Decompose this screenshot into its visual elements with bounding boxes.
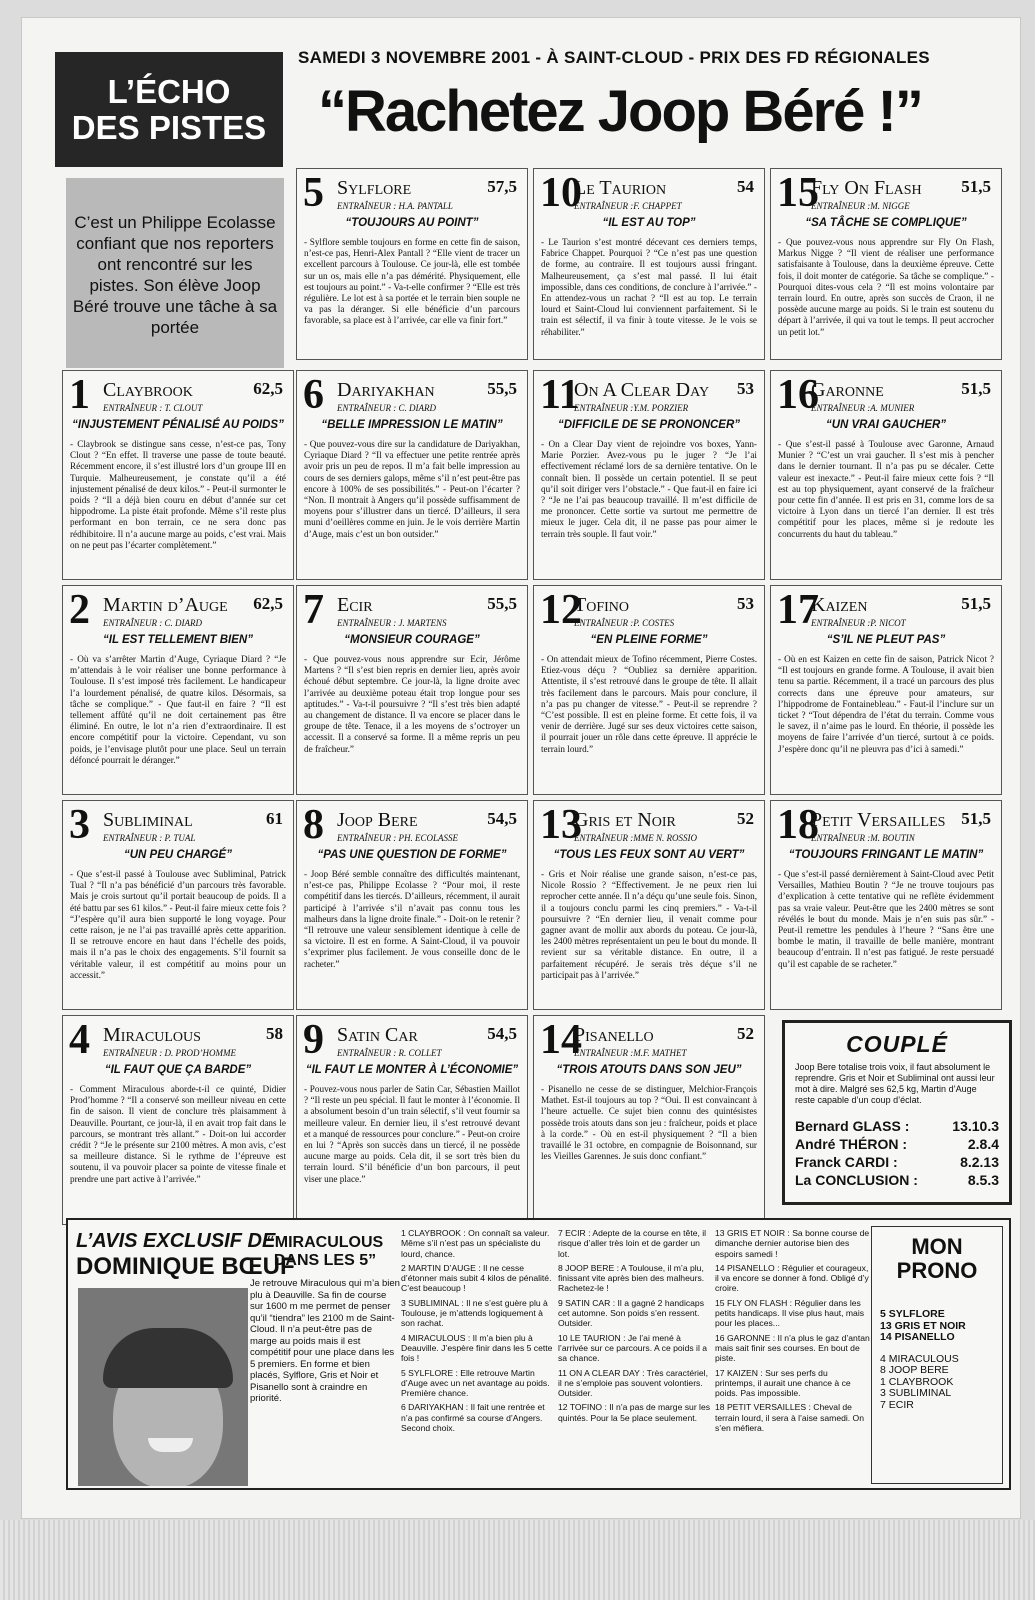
horse-number: 14	[540, 1017, 582, 1063]
mon-prono-box	[871, 1226, 1003, 1484]
avis-comment: 15 FLY ON FLASH : Régulier dans les petits handicaps. Il vise plus haut, mais pour les places...	[715, 1297, 865, 1329]
prono-pick: 7 ECIR	[880, 1398, 914, 1411]
horse-weight: 54,5	[487, 1024, 517, 1043]
prono-pick: 4 MIRACULOUS	[880, 1352, 959, 1365]
horse-trainer: ENTRAÎNEUR : H.A. PANTALL	[337, 201, 453, 211]
horse-number: 12	[540, 587, 582, 633]
horse-name: Tofino	[574, 594, 629, 616]
horse-card	[533, 800, 765, 1010]
horse-quote: “PAS UNE QUESTION DE FORME”	[317, 849, 507, 861]
avis-title-line-1: L’AVIS EXCLUSIF DE	[76, 1230, 276, 1252]
horse-name: Ecir	[337, 594, 373, 616]
horse-card	[533, 1015, 765, 1225]
intro-box: C’est un Philippe Ecolasse confiant que nos reporters ont rencontré sur les pistes. Son élève Joop Béré trouve une tâche à sa portée	[66, 178, 284, 368]
avis-comment: 16 GARONNE : Il n’a plus le gaz d’antan mais sait finir ses courses. En bout de piste.	[715, 1332, 870, 1364]
horse-trainer: ENTRAÎNEUR :F. CHAPPET	[574, 201, 682, 211]
horse-quote: “TOUJOURS AU POINT”	[345, 217, 479, 229]
horse-interview: - Claybrook se distingue sans cesse, n’est-ce pas, Tony Clout ? “En effet. Il traverse une passe de toute beauté. Récemment encore, il s’est illustré lors d’un groupe III en Turquie. Malheureusement, je constate qu’il a été injustement pénalisé de deux kilos.” - Peut-il surmonter le poids ? “Il a déjà bien couru en début d’année sur cet hippodrome. La piste était profonde. Même s’il reste plus performant en bon terrain, ce ne sera donc pas rédhibitoire. Il n’a aucune marge au poids, c’est vrai. Mais on ne peut pas l’écarter complètement.”	[70, 439, 286, 550]
horse-weight: 51,5	[961, 594, 991, 613]
avis-comments-col-1	[401, 1228, 556, 1437]
avis-comment: 13 GRIS ET NOIR : Sa bonne course de dimanche dernier autorise bien des espoirs samedi !	[715, 1228, 870, 1259]
horse-number: 6	[303, 372, 324, 418]
horse-card	[296, 800, 528, 1010]
avis-comment: 14 PISANELLO : Régulier et courageux, il va encore se donner à fond. Obligé d’y croire.	[715, 1262, 869, 1294]
avis-comment: 6 DARIYAKHAN : Il fait une rentrée et n’a pas confirmé sa course d’Angers. Second choix.	[401, 1402, 545, 1434]
horse-number: 7	[303, 587, 324, 633]
horse-quote: “MONSIEUR COURAGE”	[344, 634, 480, 646]
background-scan-area	[0, 1520, 1035, 1600]
horse-name: On A Clear Day	[574, 379, 710, 401]
horse-weight: 55,5	[487, 379, 517, 398]
horse-interview: - Le Taurion s’est montré décevant ces derniers temps, Fabrice Chappet. Pourquoi ? “Ce n’est pas une question de forme, au contraire. Il est toujours aussi fringant. Malheureusement, ça s’est mal passé. Il lui était impossible, dans ces conditions, de conclure à l’arrivée.” - En attendez-vous un rachat ? “Il est au top. Le terrain lourd et Saint-Cloud lui conviennent parfaitement. Si le train est sélectif, il va finir à toute vitesse. Je le vois se réhabiliter.”	[541, 237, 757, 337]
horse-name: Martin d’Auge	[103, 594, 228, 616]
horse-card	[62, 1015, 294, 1225]
prono-top-pick: 5 SYLFLORE	[880, 1308, 945, 1320]
avis-comments-col-2	[558, 1228, 713, 1427]
page-date-line: SAMEDI 3 NOVEMBRE 2001 - À SAINT-CLOUD - PRIX DES FD RÉGIONALES	[298, 48, 930, 67]
horse-weight: 52	[737, 809, 754, 828]
horse-name: Kaizen	[811, 594, 868, 616]
jockey-photo	[78, 1288, 248, 1486]
horse-name: Joop Bere	[337, 809, 418, 831]
couple-row	[795, 1172, 999, 1188]
avis-comment: 18 PETIT VERSAILLES : Cheval de terrain lourd, il sera à l’aise samedi. On s’en méfiera.	[715, 1402, 865, 1434]
horse-quote: “BELLE IMPRESSION LE MATIN”	[321, 419, 503, 431]
horse-name: Petit Versailles	[811, 809, 946, 831]
horse-weight: 51,5	[961, 177, 991, 196]
avis-comment: 4 MIRACULOUS : Il m’a bien plu à Deauville. J’espère finir dans les 5 cette fois !	[401, 1332, 553, 1364]
horse-trainer: ENTRAÎNEUR : PH. ECOLASSE	[337, 833, 458, 843]
horse-name: Garonne	[811, 379, 884, 401]
horse-number: 15	[777, 170, 819, 216]
horse-quote: “DIFFICILE DE SE PRONONCER”	[557, 419, 741, 431]
horse-trainer: ENTRAÎNEUR : J. MARTENS	[337, 618, 447, 628]
horse-number: 3	[69, 802, 90, 848]
horse-interview: - Sylflore semble toujours en forme en cette fin de saison, n’est-ce pas, Henri-Alex Pantall ? “Elle vient de tracer un excellent parcours à Toulouse. Ce jour-là, elle est tombée sur un os, mais elle n’a pas démérité. Physiquement, elle est toujours au point.” - Va-t-elle confirmer ? “Elle est très régulière. Le lot est à sa portée et le terrain bien souple ne va pas la déranger. Si elle bénéficie d’un parcours favorable, sa place est à l’arrivée, car elle va finir fort.”	[304, 237, 520, 326]
couple-row-name: Bernard GLASS :	[795, 1118, 910, 1134]
avis-comment: 7 ECIR : Adepte de la course en tête, il risque d’aller très loin et de garder un lot.	[558, 1228, 707, 1259]
horse-interview: - Comment Miraculous aborde-t-il ce quinté, Didier Prod’homme ? “Il a conservé son meilleur niveau en cette fin de saison. Il vient de conclure très plaisamment à Deauville. Pourtant, ce jour-là, il en avait trop fait dans le parcours, se montrant très allant.” - Doit-on lui accorder crédit ? “Je le présente sur 2100 mètres. A mon avis, c’est sa meilleure distance. Si le rythme de l’épreuve est soutenu, il va pouvoir placer sa pointe de vitesse finale et prendre une part active à l’arrivée.”	[70, 1084, 286, 1184]
prono-pick: 3 SUBLIMINAL	[880, 1387, 952, 1399]
horse-quote: “UN VRAI GAUCHER”	[825, 419, 947, 431]
horse-name: Subliminal	[103, 809, 193, 831]
horse-weight: 52	[737, 1024, 754, 1043]
avis-comment: 2 MARTIN D’AUGE : Il ne cesse d’étonner mais subit 4 kilos de pénalité. C’est beaucoup !	[401, 1262, 552, 1294]
horse-name: Pisanello	[574, 1024, 654, 1046]
avis-quote-text: Je retrouve Miraculous qui m’a bien plu à Deauville. Sa fin de course sur 1600 m me permet de penser qu’il “tiendra” les 2100 m de Saint-Cloud. Il n’a peut-être pas de marge au poids mais il est compétitif pour une place dans les 5 premiers. En forme et bien placés, Sylflore, Gris et Noir et Pisanello sont à craindre en priorité.	[250, 1278, 400, 1404]
horse-card	[296, 1015, 528, 1225]
avis-title-line-2: DOMINIQUE BŒUF	[76, 1253, 295, 1280]
horse-card	[533, 370, 765, 580]
horse-weight: 58	[266, 1024, 283, 1043]
jockey-smile	[148, 1438, 193, 1452]
prono-title-line-2: PRONO	[896, 1258, 978, 1283]
horse-trainer: ENTRAÎNEUR :M. NIGGE	[811, 201, 910, 211]
horse-card	[770, 370, 1002, 580]
horse-number: 1	[69, 372, 90, 418]
horse-card	[62, 370, 294, 580]
horse-name: Miraculous	[103, 1024, 201, 1046]
horse-quote: “INJUSTEMENT PÉNALISÉ AU POIDS”	[72, 419, 284, 431]
logo-line-1: L’ÉCHO	[107, 73, 231, 110]
prono-title-line-1: MON	[911, 1234, 963, 1259]
horse-trainer: ENTRAÎNEUR : C. DIARD	[337, 403, 436, 413]
horse-card	[62, 585, 294, 795]
horse-trainer: ENTRAÎNEUR :M. BOUTIN	[811, 833, 915, 843]
horse-trainer: ENTRAÎNEUR :A. MUNIER	[811, 403, 915, 413]
horse-weight: 61	[266, 809, 283, 828]
couple-row	[795, 1154, 999, 1170]
horse-weight: 51,5	[961, 379, 991, 398]
couple-row-value: 8.2.13	[960, 1154, 999, 1170]
logo-line-2: DES PISTES	[71, 109, 267, 146]
avis-comment: 3 SUBLIMINAL : Il ne s’est guère plu à Toulouse, je m’attends logiquement à son rachat.	[401, 1297, 548, 1329]
rubric-logo	[55, 52, 283, 167]
horse-number: 17	[777, 587, 819, 633]
horse-trainer: ENTRAÎNEUR :MME N. ROSSIO	[574, 833, 697, 843]
horse-interview: - Où va s’arrêter Martin d’Auge, Cyriaque Diard ? “Je m’attendais à le voir réaliser une bonne performance à Toulouse. Il s’est imposé très facilement. Le handicapeur l’a lourdement pénalisé, de quatre kilos. Désormais, sa tâche se complique.” - Que faut-il en faire ? “Il est tellement affûté qu’il ne doit certainement pas être éliminé. En outre, le lot n’a rien d’extraordinaire. Il est encore compétitif pour la victoire. Cependant, vu son poids, je l’envisage plutôt pour une place. Seul un terrain défoncé pourrait le déranger.”	[70, 654, 286, 765]
horse-card	[296, 585, 528, 795]
horse-quote: “IL FAUT LE MONTER À L’ÉCONOMIE”	[305, 1064, 519, 1076]
horse-interview: - Que s’est-il passé à Toulouse avec Garonne, Arnaud Munier ? “C’est un vrai gaucher. Il s’est mis à pencher dans le dernier tournant. Il n’a pas pu se décaler. Cette valeur est inexacte.” - Peut-il faire mieux cette fois ? “Il est au top physiquement, ayant conservé de la fraîcheur pour cette fin d’année. Il est pris en 31, comme lors de sa victoire à Lyon dans un tiercé l’an dernier. Il est très compétitif pour les places, même si je redoute les concurrents du haut du tableau.”	[778, 439, 994, 539]
prono-top-pick: 13 GRIS ET NOIR	[880, 1319, 966, 1332]
horse-interview: - Que pouvez-vous nous apprendre sur Ecir, Jérôme Martens ? “Il s’est bien repris en dernier lieu, après avoir échoué début septembre. Ce jour-là, la ligne droite avec l’arrivée au deuxième poteau était trop longue pour ses aptitudes.” - Va-t-il poursuivre ? “Il s’est très bien adapté au changement de distance. Il va encore se placer dans le groupe de tête. Tenace, il a les moyens de s’octroyer un accessit. Il a conservé sa forme. Il a même repris un peu de fraîcheur.”	[304, 654, 520, 754]
horse-trainer: ENTRAÎNEUR :M.F. MATHET	[574, 1048, 687, 1058]
horse-trainer: ENTRAÎNEUR : C. DIARD	[103, 618, 202, 628]
avis-comment: 5 SYLFLORE : Elle retrouve Martin d’Auge avec un net avantage au poids. Première chance.	[401, 1367, 550, 1399]
horse-number: 11	[540, 372, 580, 418]
horse-quote: “IL FAUT QUE ÇA BARDE”	[104, 1064, 252, 1076]
horse-card	[770, 800, 1002, 1010]
jockey-cap	[103, 1328, 233, 1388]
avis-exclusif-box	[66, 1218, 1011, 1490]
horse-interview: - Où en est Kaizen en cette fin de saison, Patrick Nicot ? “Il est toujours en grande forme. A Toulouse, il avait bien tenu sa partie. Récemment, il a tracé un parcours des plus corrects dans une épreuve pour amateurs, sur l’hippodrome de Fontainebleau.” - Faut-il l’inclure sur un ticket ? “Tout dépendra de l’état du terrain. Comme vous le savez, il n’aime pas le lourd. En théorie, il possède les moyens de faire l’arrivée d’un tiercé, surtout à ce poids. J’espère donc qu’il ne pleuvra pas d’ici à samedi.”	[778, 654, 994, 754]
horse-card	[533, 585, 765, 795]
couple-row	[795, 1118, 999, 1134]
horse-weight: 53	[737, 379, 754, 398]
horse-quote: “S’IL NE PLEUT PAS”	[826, 634, 946, 646]
horse-number: 13	[540, 802, 582, 848]
horse-interview: - Pisanello ne cesse de se distinguer, Melchior-François Mathet. Est-il toujours au top ? “Oui. Il est convaincant à l’heure actuelle. Ce sujet bien connu des quintésistes possède trois atouts dans son jeu : fraîcheur, poids et place à la corde.” - Où en est-il physiquement ? “Il a bien travaillé le 31 octobre, en compagnie de Boisonnand, sur les Vieilles Garennes. Je suis donc confiant.”	[541, 1084, 757, 1162]
horse-interview: - Que pouvez-vous dire sur la candidature de Dariyakhan, Cyriaque Diard ? “Il va effectuer une petite rentrée après avoir pris un peu de repos. Il m’a fait belle impression au cours de ses derniers galops, même s’il n’est peut-être pas encore à 100% de ses possibilités.” - Peut-on l’écarter ? “Non. Il montrait à Angers qu’il possède suffisamment de moyens pour s’illustrer dans un tiercé. D’ailleurs, il sera muni d’oeillères comme en juin. Je le vois derrière Martin d’Auge, mais c’est un bon outsider.”	[304, 439, 520, 539]
horse-quote: “SA TÂCHE SE COMPLIQUE”	[805, 217, 967, 229]
horse-number: 5	[303, 170, 324, 216]
horse-weight: 51,5	[961, 809, 991, 828]
horse-trainer: ENTRAÎNEUR : D. PROD’HOMME	[103, 1048, 236, 1058]
avis-quote-title: “MIRACULOUS DANS LES 5”	[266, 1234, 384, 1269]
horse-card	[770, 585, 1002, 795]
horse-trainer: ENTRAÎNEUR :P. COSTES	[574, 618, 675, 628]
horse-card	[62, 800, 294, 1010]
horse-name: Gris et Noir	[574, 809, 676, 831]
horse-weight: 55,5	[487, 594, 517, 613]
horse-quote: “TROIS ATOUTS DANS SON JEU”	[556, 1064, 742, 1076]
prono-pick: 1 CLAYBROOK	[880, 1375, 954, 1388]
horse-interview: - Joop Béré semble connaître des difficultés maintenant, n’est-ce pas, Philippe Ecolasse ? “Pour moi, il reste compétitif dans les tiercés. D’ailleurs, récemment, il aurait participé à l’arrivée s’il n’avait pas connu tous les malheurs dans la ligne droite finale.” - Doit-on le retenir ? “Il retrouve une valeur sensiblement identique à celle de sa victoire. Il est en forme. A Saint-Cloud, il va pouvoir s’exprimer plus facilement. Je vous conseille donc de le racheter.”	[304, 869, 520, 969]
couple-row-name: Franck CARDI :	[795, 1154, 898, 1170]
horse-card	[533, 168, 765, 360]
couple-row-name: La CONCLUSION :	[795, 1172, 918, 1188]
horse-quote: “UN PEU CHARGÉ”	[124, 849, 232, 861]
horse-trainer: ENTRAÎNEUR : R. COLLET	[337, 1048, 442, 1058]
horse-quote: “TOUS LES FEUX SONT AU VERT”	[553, 849, 745, 861]
avis-comment: 11 ON A CLEAR DAY : Très caractériel, il ne s’emploie pas souvent volontiers. Outsider.	[558, 1367, 708, 1399]
horse-weight: 62,5	[253, 594, 283, 613]
horse-number: 4	[69, 1017, 90, 1063]
horse-trainer: ENTRAÎNEUR : P. TUAL	[103, 833, 196, 843]
horse-number: 10	[540, 170, 582, 216]
couple-box	[782, 1020, 1012, 1205]
horse-interview: - Pouvez-vous nous parler de Satin Car, Sébastien Maillot ? “Il reste un peu spécial. Il faut le monter à l’économie. Il a absolument besoin d’un train sélectif, s’il veut fournir sa meilleure valeur. En dernier lieu, il s’est retrouvé devant et a manqué de ressources pour conclure.” - Peut-on croire en lui ? “Après son succès dans un tiercé, il ne possède aucune marge au poids. Cela dit, il se sort très bien du terrain lourd. S’il bénéficie d’un bon parcours, il peut viser une place.”	[304, 1084, 520, 1184]
couple-row	[795, 1136, 999, 1152]
horse-number: 2	[69, 587, 90, 633]
couple-row-value: 2.8.4	[967, 1136, 999, 1152]
prono-title	[880, 1235, 994, 1283]
horse-card	[296, 370, 528, 580]
horse-weight: 54	[737, 177, 754, 196]
avis-comment: 12 TOFINO : Il n’a pas de marge sur les quintés. Pour la 5e place seulement.	[558, 1402, 711, 1423]
prono-top-pick: 14 PISANELLO	[880, 1331, 955, 1343]
horse-name: Fly On Flash	[811, 177, 922, 199]
horse-quote: “IL EST TELLEMENT BIEN”	[103, 634, 253, 646]
couple-row-value: 8.5.3	[967, 1172, 999, 1188]
horse-interview: - On attendait mieux de Tofino récemment, Pierre Costes. Etiez-vous déçu ? “Oubliez sa dernière apparition. Attentiste, il s’est retrouvé dans le groupe de tête. Il allait très facilement dans le parcours. Mais pour conclure, il n’a pas pu changer de vitesse.” - Peut-il se reprendre ? “C’est possible. Il est en pleine forme. Et cette fois, il va venir de derrière. Jugé sur ses deux victoires cette saison, il pourrait jouer un rôle dans cette épreuve. Il apprécie le terrain lourd.”	[541, 654, 757, 754]
avis-comment: 9 SATIN CAR : Il a gagné 2 handicaps cet automne. Son poids s’en ressent. Outsider.	[558, 1297, 705, 1329]
horse-interview: - Que s’est-il passé à Toulouse avec Subliminal, Patrick Tual ? “Il n’a pas bénéficié d’un parcours très favorable. Mais je crois surtout qu’il portait beaucoup de poids. Il a été battu par ses 61 kilos.” - Peut-il faire mieux cette fois ? “J’espère qu’il aura bien supporté le long voyage. Pour cette raison, je ne l’ai pas travaillé après cette apparition. Il se retrouve encore en haut dans l’échelle des poids, mais il n’a pas le choix des engagements. S’il fournit sa véritable valeur, il est compétitif au moins pour un accessit.”	[70, 869, 286, 980]
horse-name: Dariyakhan	[337, 379, 435, 401]
horse-weight: 62,5	[253, 379, 283, 398]
couple-row-value: 13.10.3	[952, 1118, 999, 1134]
avis-comment: 1 CLAYBROOK : On connaît sa valeur. Même s’il n’est pas un spécialiste du lourd, chance.	[401, 1228, 550, 1259]
horse-name: Le Taurion	[574, 177, 667, 199]
horse-interview: - Gris et Noir réalise une grande saison, n’est-ce pas, Nicole Rossio ? “Effectivement. Je ne peux rien lui reprocher cette année. Il n’a déçu qu’une seule fois. Sinon, il a toujours conclu parmi les cinq premiers.” - Va-t-il poursuivre ? “En dernier lieu, il venait comme pour gagner avant de mollir aux abords du poteau. Ce jour-là, les 2400 mètres représentaient un peu le bout du monde. Il revient sur sa véritable distance. En outre, il a parfaitement récupéré. Je serais très déçue s’il ne participait pas à l’arrivée.”	[541, 869, 757, 980]
couple-row-name: André THÉRON :	[795, 1136, 907, 1152]
horse-weight: 57,5	[487, 177, 517, 196]
prono-pick: 8 JOOP BERE	[880, 1364, 949, 1376]
horse-trainer: ENTRAÎNEUR :P. NICOT	[811, 618, 906, 628]
horse-name: Satin Car	[337, 1024, 418, 1046]
avis-comment: 17 KAIZEN : Sur ses perfs du printemps, il aurait une chance à ce poids. Pas impossible.	[715, 1367, 851, 1399]
horse-number: 9	[303, 1017, 324, 1063]
horse-trainer: ENTRAÎNEUR : T. CLOUT	[103, 403, 203, 413]
horse-weight: 53	[737, 594, 754, 613]
horse-quote: “EN PLEINE FORME”	[590, 634, 708, 646]
horse-name: Claybrook	[103, 379, 193, 401]
horse-interview: - On a Clear Day vient de rejoindre vos boxes, Yann-Marie Porzier. Avez-vous pu le juger ? “Je l’ai effectivement réclamé lors de sa dernière tentative. On le connaît bien. Il possède un certain potentiel. Il se peut qu’il soit diriger vers l’obstacle.” - Que faut-il en faire ici ? “Je ne l’ai pas beaucoup travaillé. Il m’est difficile de me prononcer. Cette sortie va surtout me permettre de mieux le juger. Cela dit, il ne passe pas pour aimer le terrain très souple. Il faut voir.”	[541, 439, 757, 539]
horse-name: Sylflore	[337, 177, 412, 199]
horse-card	[770, 168, 1002, 360]
horse-number: 18	[777, 802, 819, 848]
page-headline: “Rachetez Joop Béré !”	[318, 79, 922, 144]
avis-comment: 8 JOOP BERE : A Toulouse, il m’a plu, finissant vite après bien des malheurs. Rachetez-le !	[558, 1262, 705, 1294]
horse-weight: 54,5	[487, 809, 517, 828]
horse-quote: “TOUJOURS FRINGANT LE MATIN”	[788, 849, 984, 861]
horse-card	[296, 168, 528, 360]
horse-number: 16	[777, 372, 819, 418]
couple-text: Joop Bere totalise trois voix, il faut absolument le reprendre. Gris et Noir et Subliminal ont aussi leur mot à dire. Malgré ses 62,5 kg, Martin d’Auge reste capable d’un coup d’éclat.	[795, 1062, 995, 1105]
horse-interview: - Que pouvez-vous nous apprendre sur Fly On Flash, Markus Nigge ? “Il vient de réaliser une performance satisfaisante à Toulouse, dans la deuxième épreuve. Cette fois, il doit monter de catégorie. Sa tâche se complique.” - Pourquoi dites-vous cela ? “Il est moins volontaire par terrain lourd. En outre, après son succès de Craon, il ne possède aucune marge au poids. Si le train est soutenu du départ à l’arrivée, il qui va tout le temps. Il peut accrocher un petit lot.”	[778, 237, 994, 337]
horse-quote: “IL EST AU TOP”	[602, 217, 696, 229]
avis-comment: 10 LE TAURION : Je l’ai mené à l’arrivée sur ce parcours. A ce poids il a sa chance.	[558, 1332, 708, 1364]
couple-title: COUPLÉ	[846, 1031, 948, 1057]
horse-interview: - Que s’est-il passé dernièrement à Saint-Cloud avec Petit Versailles, Mathieu Boutin ? “Je ne trouve toujours pas d’explication à cette tentative qui ne reflète évidemment pas sa vraie valeur. Peut-être que les 2400 mètres se sont révélés le bout du monde. Mais je n’en suis pas sûr.” - Peut-il remettre les pendules à l’heure ? “Sans être une bombe le matin, il travaille de belle manière, montrant beaucoup d’entrain. Il n’est pas fatigué. Je reste persuadé qu’il est capable de se racheter.”	[778, 869, 994, 969]
horse-number: 8	[303, 802, 324, 848]
avis-comments-col-3	[715, 1228, 870, 1437]
horse-trainer: ENTRAÎNEUR :Y.M. PORZIER	[574, 403, 689, 413]
